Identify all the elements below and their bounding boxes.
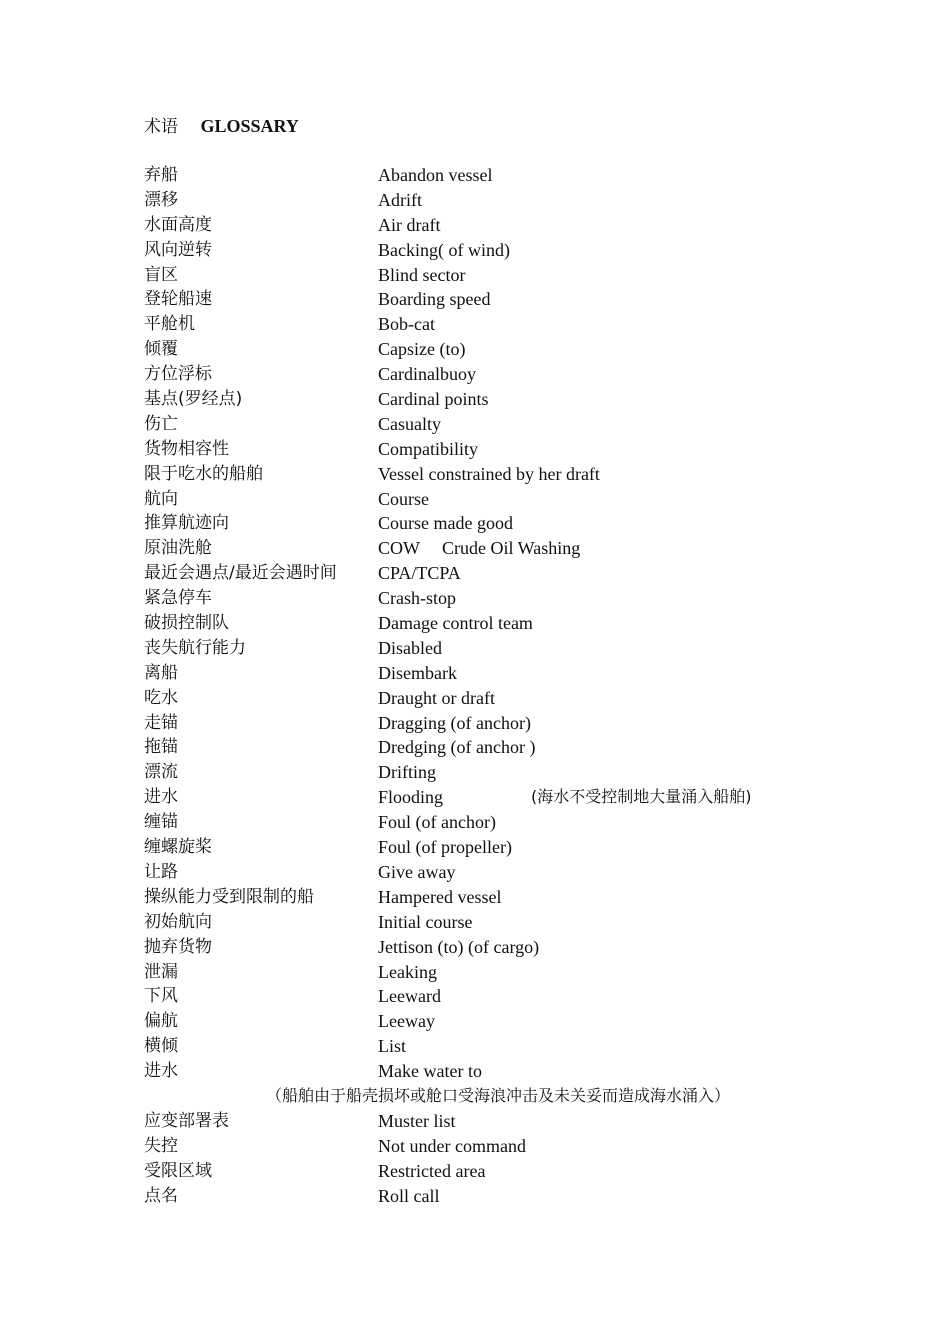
glossary-term-chinese: 基点(罗经点) [144, 389, 243, 410]
glossary-term-chinese: 缠螺旋桨 [144, 837, 212, 858]
glossary-term-english-main: Dragging (of anchor) [378, 712, 531, 733]
glossary-term-chinese: 漂移 [144, 189, 178, 210]
glossary-term-english-main: Boarding speed [378, 289, 491, 310]
glossary-term-english [378, 163, 492, 187]
glossary-term-chinese: 限于吃水的船舶 [144, 463, 263, 484]
glossary-term-english-main: Blind sector [378, 264, 466, 285]
glossary-row [0, 960, 950, 985]
glossary-term-english [378, 1034, 406, 1058]
glossary-term-chinese: 伤亡 [144, 413, 178, 434]
glossary-term-english-main: Not under command [378, 1135, 526, 1156]
glossary-row [0, 711, 950, 736]
glossary-term-chinese: 横倾 [144, 1036, 178, 1057]
glossary-term-english-main: Cardinalbuoy [378, 364, 476, 385]
glossary-term-chinese: 让路 [144, 861, 178, 882]
glossary-term-english-main: Dredging (of anchor ) [378, 737, 536, 758]
glossary-row [0, 511, 950, 536]
glossary-term-english-main: Flooding [378, 787, 444, 808]
glossary-row [0, 1109, 950, 1134]
glossary-term-english-main: Foul (of propeller) [378, 837, 512, 858]
glossary-row [0, 337, 950, 362]
glossary-row [0, 1059, 950, 1084]
glossary-row [0, 1009, 950, 1034]
glossary-term-english-main: Draught or draft [378, 687, 495, 708]
glossary-term-english [378, 462, 600, 486]
glossary-term-chinese: 漂流 [144, 762, 178, 783]
glossary-term-chinese: 初始航向 [144, 911, 212, 932]
glossary-row [0, 686, 950, 711]
glossary-term-chinese: 离船 [144, 662, 178, 683]
glossary-row [0, 536, 950, 561]
glossary-term-english [378, 661, 457, 685]
glossary-term-english-main: COW [378, 538, 420, 559]
glossary-term-english [378, 511, 513, 535]
glossary-row [0, 188, 950, 213]
glossary-row [0, 984, 950, 1009]
glossary-term-english [378, 287, 490, 311]
glossary-term-english-main: Capsize (to) [378, 339, 466, 360]
glossary-row [0, 636, 950, 661]
glossary-list [0, 163, 950, 1208]
glossary-row [0, 885, 950, 910]
glossary-row [0, 213, 950, 238]
glossary-term-english [378, 984, 441, 1008]
glossary-term-english-main: Leeway [378, 1011, 435, 1032]
glossary-row [0, 860, 950, 885]
page-title [144, 114, 299, 139]
glossary-term-chinese: 受限区域 [144, 1160, 212, 1181]
title-english: GLOSSARY [200, 116, 299, 136]
glossary-term-chinese: 进水 [144, 1061, 178, 1082]
glossary-term-english-main: Damage control team [378, 613, 533, 634]
glossary-term-english-expansion: Crude Oil Washing [442, 538, 581, 559]
glossary-term-chinese: 下风 [144, 986, 178, 1007]
glossary-term-chinese: 原油洗舱 [144, 538, 212, 559]
glossary-term-english [378, 885, 501, 909]
glossary-term-english [378, 387, 489, 411]
glossary-term-english [378, 636, 442, 660]
glossary-term-english [378, 1134, 526, 1158]
glossary-term-english [378, 437, 478, 461]
glossary-term-chinese: 登轮船速 [144, 289, 212, 310]
glossary-term-chinese: 丧失航行能力 [144, 637, 246, 658]
glossary-inline-note: (海水不受控制地大量涌入船舶) [531, 787, 752, 807]
glossary-term-english [378, 1059, 482, 1083]
glossary-term-chinese: 偏航 [144, 1011, 178, 1032]
glossary-term-english-main: Course made good [378, 513, 513, 534]
glossary-term-english [378, 810, 496, 834]
glossary-term-english [378, 213, 440, 237]
glossary-term-english-main: Backing( of wind) [378, 239, 510, 260]
glossary-term-english-main: Restricted area [378, 1160, 486, 1181]
glossary-term-chinese: 紧急停车 [144, 588, 212, 609]
glossary-row [0, 487, 950, 512]
glossary-term-english-main: Air draft [378, 214, 441, 235]
glossary-row [0, 238, 950, 263]
glossary-term-chinese: 泄漏 [144, 961, 178, 982]
glossary-row [0, 760, 950, 785]
glossary-term-english-main: Foul (of anchor) [378, 812, 496, 833]
glossary-term-english-main: Bob-cat [378, 314, 435, 335]
glossary-row [0, 437, 950, 462]
glossary-term-chinese: 拖锚 [144, 737, 178, 758]
glossary-term-english-main: Course [378, 488, 429, 509]
glossary-term-chinese: 货物相容性 [144, 438, 229, 459]
glossary-term-english-main: Compatibility [378, 438, 479, 459]
glossary-term-english-main: Leeward [378, 986, 441, 1007]
glossary-term-english [378, 188, 422, 212]
glossary-term-chinese: 破损控制队 [144, 613, 229, 634]
glossary-term-english-main: Disabled [378, 637, 442, 658]
glossary-term-english [378, 960, 437, 984]
glossary-row [0, 163, 950, 188]
glossary-term-english [378, 935, 539, 959]
glossary-term-english [378, 785, 443, 809]
glossary-row [0, 312, 950, 337]
glossary-term-english [378, 611, 533, 635]
glossary-row [0, 263, 950, 288]
glossary-term-chinese: 平舱机 [144, 314, 195, 335]
glossary-term-english [378, 760, 436, 784]
glossary-term-english-main: Crash-stop [378, 588, 456, 609]
glossary-term-english [378, 1109, 456, 1133]
glossary-row [0, 835, 950, 860]
glossary-row [0, 462, 950, 487]
glossary-row [0, 387, 950, 412]
glossary-term-english [378, 711, 531, 735]
glossary-term-english-main: Abandon vessel [378, 165, 493, 185]
glossary-row [0, 1159, 950, 1184]
glossary-term-english [378, 412, 441, 436]
glossary-term-chinese: 推算航迹向 [144, 513, 229, 534]
glossary-term-chinese: 弃船 [144, 165, 178, 185]
glossary-term-english-main: Make water to [378, 1061, 482, 1082]
glossary-term-english [378, 263, 466, 287]
glossary-term-english [378, 586, 456, 610]
glossary-term-english-main: Adrift [378, 189, 422, 210]
glossary-term-english [378, 536, 580, 560]
glossary-row [0, 287, 950, 312]
glossary-row [0, 586, 950, 611]
glossary-term-chinese: 方位浮标 [144, 364, 212, 385]
glossary-term-english [378, 362, 476, 386]
glossary-term-english [378, 735, 535, 759]
glossary-term-english-main: Drifting [378, 762, 436, 783]
glossary-row [0, 412, 950, 437]
glossary-term-chinese: 应变部署表 [144, 1110, 229, 1131]
glossary-term-english [378, 1184, 440, 1208]
glossary-term-english [378, 835, 512, 859]
glossary-term-english-main: Vessel constrained by her draft [378, 463, 600, 484]
glossary-row [0, 910, 950, 935]
glossary-term-english-main: CPA/TCPA [378, 563, 461, 584]
glossary-term-chinese: 吃水 [144, 687, 178, 708]
glossary-term-english-main: Hampered vessel [378, 886, 502, 907]
glossary-row [0, 1134, 950, 1159]
glossary-row [0, 561, 950, 586]
glossary-term-chinese: 倾覆 [144, 339, 178, 360]
glossary-term-english [378, 487, 429, 511]
glossary-row [0, 661, 950, 686]
glossary-term-english-main: Jettison (to) (of cargo) [378, 936, 540, 957]
glossary-note: （船舶由于船壳损坏或舱口受海浪冲击及未关妥而造成海水涌入） [266, 1085, 731, 1105]
glossary-term-chinese: 进水 [144, 787, 178, 808]
glossary-term-chinese: 走锚 [144, 712, 178, 733]
glossary-term-english [378, 910, 472, 934]
glossary-row [0, 1184, 950, 1209]
title-chinese: 术语 [144, 117, 178, 137]
glossary-row [0, 785, 950, 810]
glossary-term-english-main: Initial course [378, 911, 473, 932]
glossary-term-english [378, 1159, 485, 1183]
glossary-note-row [0, 1084, 950, 1109]
glossary-term-chinese: 操纵能力受到限制的船 [144, 886, 314, 907]
glossary-term-english [378, 312, 435, 336]
glossary-term-english-main: Casualty [378, 413, 441, 434]
glossary-row [0, 1034, 950, 1059]
glossary-term-chinese: 航向 [144, 488, 178, 509]
glossary-row [0, 810, 950, 835]
glossary-term-english-main: Roll call [378, 1185, 440, 1206]
glossary-row [0, 735, 950, 760]
glossary-term-english-main: Leaking [378, 961, 437, 982]
glossary-term-chinese: 抛弃货物 [144, 936, 212, 957]
glossary-term-chinese: 点名 [144, 1185, 178, 1206]
glossary-row [0, 935, 950, 960]
glossary-row [0, 611, 950, 636]
glossary-term-english-main: Disembark [378, 662, 457, 683]
glossary-term-english [378, 337, 465, 361]
glossary-term-english [378, 860, 455, 884]
glossary-term-chinese: 最近会遇点/最近会遇时间 [144, 563, 337, 584]
glossary-term-english [378, 686, 495, 710]
glossary-term-chinese: 缠锚 [144, 812, 178, 833]
glossary-term-chinese: 盲区 [144, 264, 178, 285]
glossary-term-english [378, 238, 510, 262]
glossary-row [0, 362, 950, 387]
glossary-term-english-main: Cardinal points [378, 389, 489, 410]
glossary-term-chinese: 失控 [144, 1135, 178, 1156]
glossary-term-chinese: 水面高度 [144, 214, 212, 235]
glossary-term-chinese: 风向逆转 [144, 239, 212, 260]
glossary-term-english-main: Give away [378, 861, 456, 882]
glossary-term-english-main: Muster list [378, 1110, 456, 1131]
glossary-term-english-main: List [378, 1036, 407, 1057]
glossary-term-english [378, 561, 461, 585]
glossary-term-english [378, 1009, 435, 1033]
